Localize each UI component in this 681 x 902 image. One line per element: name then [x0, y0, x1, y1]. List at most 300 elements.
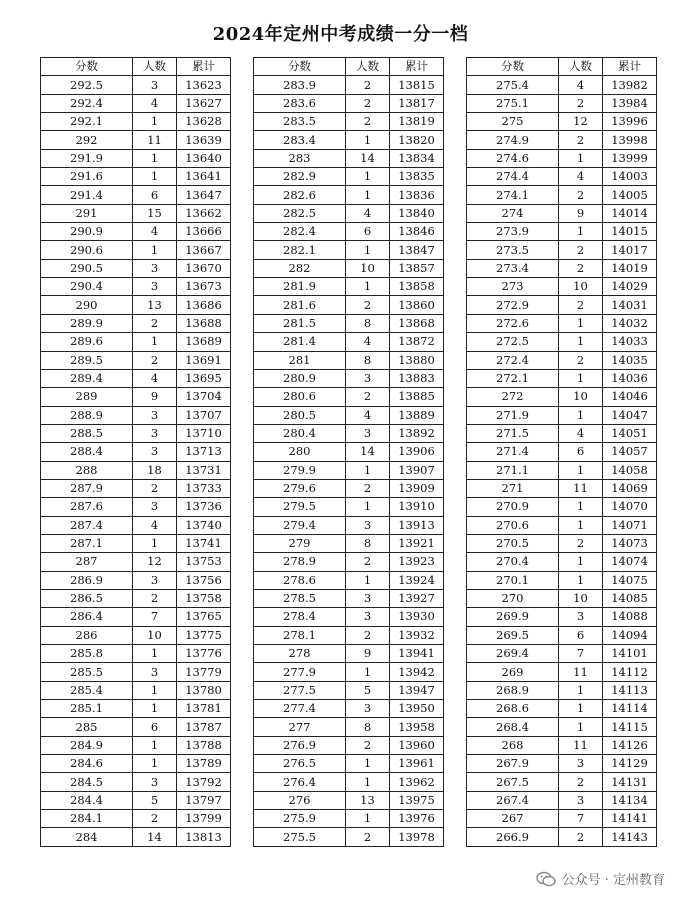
count-cell: 3 — [133, 773, 177, 791]
cumulative-cell: 13623 — [177, 76, 231, 94]
table-row — [41, 278, 231, 296]
table-row — [254, 553, 444, 571]
table-row — [254, 278, 444, 296]
count-cell: 7 — [133, 608, 177, 626]
count-cell: 8 — [346, 351, 390, 369]
score-cell: 289.5 — [41, 351, 133, 369]
table-row — [41, 755, 231, 773]
count-cell: 3 — [559, 608, 603, 626]
table-row — [41, 810, 231, 828]
count-cell: 1 — [346, 663, 390, 681]
table-row — [467, 443, 657, 461]
table-row — [467, 608, 657, 626]
cumulative-cell: 14073 — [603, 534, 657, 552]
score-cell: 273 — [467, 278, 559, 296]
cumulative-cell: 14071 — [603, 516, 657, 534]
cumulative-cell: 14029 — [603, 278, 657, 296]
cumulative-cell: 13740 — [177, 516, 231, 534]
cumulative-cell: 13776 — [177, 645, 231, 663]
cumulative-cell: 13647 — [177, 186, 231, 204]
count-cell: 7 — [559, 645, 603, 663]
cumulative-cell: 13921 — [390, 534, 444, 552]
score-cell: 285.5 — [41, 663, 133, 681]
cumulative-cell: 13707 — [177, 406, 231, 424]
score-cell: 292.5 — [41, 76, 133, 94]
cumulative-cell: 13999 — [603, 149, 657, 167]
score-cell: 270.1 — [467, 571, 559, 589]
cumulative-cell: 13857 — [390, 259, 444, 277]
table-row — [467, 626, 657, 644]
table-row — [467, 534, 657, 552]
table-row — [467, 700, 657, 718]
count-cell: 2 — [346, 296, 390, 314]
cumulative-cell: 13710 — [177, 424, 231, 442]
table-row — [41, 461, 231, 479]
table-row — [41, 204, 231, 222]
score-cell: 288 — [41, 461, 133, 479]
cumulative-cell: 13695 — [177, 369, 231, 387]
score-cell: 274 — [467, 204, 559, 222]
table-row — [467, 755, 657, 773]
count-cell: 7 — [559, 810, 603, 828]
count-cell: 11 — [133, 131, 177, 149]
count-cell: 4 — [559, 168, 603, 186]
count-cell: 1 — [133, 149, 177, 167]
table-row — [41, 773, 231, 791]
count-cell: 1 — [346, 278, 390, 296]
count-cell: 11 — [559, 663, 603, 681]
score-cell: 281 — [254, 351, 346, 369]
table-header-row — [254, 58, 444, 76]
table-row — [254, 810, 444, 828]
score-cell: 270.5 — [467, 534, 559, 552]
table-row — [467, 296, 657, 314]
header-cumulative: 累计 — [603, 58, 657, 76]
cumulative-cell: 13781 — [177, 700, 231, 718]
table-row — [254, 149, 444, 167]
table-row — [41, 223, 231, 241]
table-row — [254, 479, 444, 497]
cumulative-cell: 13813 — [177, 828, 231, 846]
table-row — [41, 608, 231, 626]
count-cell: 3 — [559, 791, 603, 809]
count-cell: 11 — [559, 479, 603, 497]
count-cell: 12 — [133, 553, 177, 571]
table-row — [41, 534, 231, 552]
cumulative-cell: 13835 — [390, 168, 444, 186]
page-title: 2024年定州中考成绩一分一档 — [212, 24, 469, 45]
table-row — [41, 149, 231, 167]
cumulative-cell: 14085 — [603, 589, 657, 607]
count-cell: 1 — [559, 461, 603, 479]
score-cell: 289.9 — [41, 314, 133, 332]
score-cell: 284.1 — [41, 810, 133, 828]
count-cell: 1 — [133, 168, 177, 186]
score-cell: 267.4 — [467, 791, 559, 809]
cumulative-cell: 14115 — [603, 718, 657, 736]
cumulative-cell: 13923 — [390, 553, 444, 571]
cumulative-cell: 13670 — [177, 259, 231, 277]
score-cell: 277 — [254, 718, 346, 736]
score-cell: 269.9 — [467, 608, 559, 626]
cumulative-cell: 14031 — [603, 296, 657, 314]
count-cell: 1 — [346, 571, 390, 589]
score-cell: 275.4 — [467, 76, 559, 94]
count-cell: 2 — [133, 314, 177, 332]
score-cell: 271.4 — [467, 443, 559, 461]
score-cell: 272.6 — [467, 314, 559, 332]
score-cell: 285.1 — [41, 700, 133, 718]
count-cell: 3 — [346, 369, 390, 387]
count-cell: 3 — [133, 278, 177, 296]
table-row — [467, 424, 657, 442]
table-row — [41, 498, 231, 516]
table-row — [41, 168, 231, 186]
count-cell: 3 — [559, 755, 603, 773]
cumulative-cell: 14033 — [603, 333, 657, 351]
count-cell: 2 — [559, 94, 603, 112]
count-cell: 4 — [133, 223, 177, 241]
count-cell: 12 — [559, 113, 603, 131]
table-row — [254, 534, 444, 552]
cumulative-cell: 14070 — [603, 498, 657, 516]
count-cell: 2 — [133, 479, 177, 497]
score-cell: 286.9 — [41, 571, 133, 589]
score-cell: 269.4 — [467, 645, 559, 663]
table-row — [467, 828, 657, 846]
cumulative-cell: 13982 — [603, 76, 657, 94]
table-row — [254, 571, 444, 589]
header-score: 分数 — [254, 58, 346, 76]
score-cell: 275 — [467, 113, 559, 131]
cumulative-cell: 13834 — [390, 149, 444, 167]
count-cell: 14 — [346, 443, 390, 461]
cumulative-cell: 13892 — [390, 424, 444, 442]
score-cell: 271.9 — [467, 406, 559, 424]
table-row — [467, 516, 657, 534]
score-cell: 292.1 — [41, 113, 133, 131]
score-cell: 281.9 — [254, 278, 346, 296]
score-cell: 278.5 — [254, 589, 346, 607]
score-cell: 280.9 — [254, 369, 346, 387]
table-row — [254, 406, 444, 424]
count-cell: 1 — [133, 755, 177, 773]
table-row — [41, 663, 231, 681]
cumulative-cell: 13996 — [603, 113, 657, 131]
score-cell: 285.8 — [41, 645, 133, 663]
count-cell: 1 — [559, 553, 603, 571]
table-row — [254, 113, 444, 131]
score-cell: 286.5 — [41, 589, 133, 607]
cumulative-cell: 13792 — [177, 773, 231, 791]
header-score: 分数 — [41, 58, 133, 76]
cumulative-cell: 14088 — [603, 608, 657, 626]
count-cell: 4 — [133, 94, 177, 112]
table-header-row — [467, 58, 657, 76]
score-cell: 291.4 — [41, 186, 133, 204]
count-cell: 2 — [559, 534, 603, 552]
count-cell: 2 — [559, 296, 603, 314]
table-row — [254, 314, 444, 332]
cumulative-cell: 13799 — [177, 810, 231, 828]
score-cell: 289.6 — [41, 333, 133, 351]
score-cell: 286 — [41, 626, 133, 644]
table-row — [41, 479, 231, 497]
score-cell: 275.9 — [254, 810, 346, 828]
score-cell: 267.5 — [467, 773, 559, 791]
cumulative-cell: 13961 — [390, 755, 444, 773]
cumulative-cell: 14015 — [603, 223, 657, 241]
table-row — [254, 168, 444, 186]
cumulative-cell: 13906 — [390, 443, 444, 461]
score-cell: 277.5 — [254, 681, 346, 699]
score-cell: 284.9 — [41, 736, 133, 754]
table-row — [467, 369, 657, 387]
count-cell: 1 — [346, 755, 390, 773]
count-cell: 1 — [133, 681, 177, 699]
score-cell: 283 — [254, 149, 346, 167]
count-cell: 1 — [559, 149, 603, 167]
cumulative-cell: 14017 — [603, 241, 657, 259]
count-cell: 3 — [133, 663, 177, 681]
cumulative-cell: 13819 — [390, 113, 444, 131]
score-table-3 — [466, 57, 657, 847]
score-cell: 283.4 — [254, 131, 346, 149]
table-row — [41, 645, 231, 663]
count-cell: 2 — [133, 351, 177, 369]
score-cell: 271 — [467, 479, 559, 497]
score-table-1 — [40, 57, 231, 847]
table-row — [254, 589, 444, 607]
cumulative-cell: 13907 — [390, 461, 444, 479]
score-cell: 282 — [254, 259, 346, 277]
score-cell: 284.5 — [41, 773, 133, 791]
table-row — [254, 736, 444, 754]
watermark — [536, 869, 665, 888]
table-row — [41, 94, 231, 112]
count-cell: 4 — [346, 406, 390, 424]
score-cell: 287.9 — [41, 479, 133, 497]
cumulative-cell: 13731 — [177, 461, 231, 479]
cumulative-cell: 13775 — [177, 626, 231, 644]
cumulative-cell: 13817 — [390, 94, 444, 112]
cumulative-cell: 13667 — [177, 241, 231, 259]
cumulative-cell: 13789 — [177, 755, 231, 773]
count-cell: 4 — [346, 204, 390, 222]
count-cell: 15 — [133, 204, 177, 222]
score-cell: 280 — [254, 443, 346, 461]
table-row — [254, 424, 444, 442]
count-cell: 10 — [133, 626, 177, 644]
score-cell: 272.4 — [467, 351, 559, 369]
cumulative-cell: 14058 — [603, 461, 657, 479]
score-cell: 267.9 — [467, 755, 559, 773]
cumulative-cell: 14134 — [603, 791, 657, 809]
score-cell: 266.9 — [467, 828, 559, 846]
count-cell: 1 — [559, 571, 603, 589]
score-cell: 279 — [254, 534, 346, 552]
count-cell: 5 — [133, 791, 177, 809]
count-cell: 2 — [559, 259, 603, 277]
table-row — [254, 388, 444, 406]
table-row — [41, 296, 231, 314]
count-cell: 8 — [346, 314, 390, 332]
cumulative-cell: 13872 — [390, 333, 444, 351]
score-cell: 274.6 — [467, 149, 559, 167]
table-row — [254, 76, 444, 94]
score-cell: 287.4 — [41, 516, 133, 534]
cumulative-cell: 13913 — [390, 516, 444, 534]
cumulative-cell: 13889 — [390, 406, 444, 424]
count-cell: 4 — [559, 424, 603, 442]
score-cell: 273.4 — [467, 259, 559, 277]
table-row — [467, 406, 657, 424]
cumulative-cell: 13797 — [177, 791, 231, 809]
table-row — [467, 113, 657, 131]
cumulative-cell: 13628 — [177, 113, 231, 131]
cumulative-cell: 13741 — [177, 534, 231, 552]
header-cumulative: 累计 — [177, 58, 231, 76]
score-cell: 281.4 — [254, 333, 346, 351]
cumulative-cell: 14047 — [603, 406, 657, 424]
count-cell: 9 — [559, 204, 603, 222]
count-cell: 1 — [559, 516, 603, 534]
cumulative-cell: 14014 — [603, 204, 657, 222]
table-row — [467, 204, 657, 222]
table-row — [41, 553, 231, 571]
table-row — [254, 241, 444, 259]
table-header-row — [41, 58, 231, 76]
count-cell: 2 — [133, 810, 177, 828]
cumulative-cell: 13962 — [390, 773, 444, 791]
count-cell: 9 — [346, 645, 390, 663]
count-cell: 1 — [559, 223, 603, 241]
count-cell: 4 — [346, 333, 390, 351]
score-cell: 276.5 — [254, 755, 346, 773]
score-cell: 271.5 — [467, 424, 559, 442]
score-cell: 274.9 — [467, 131, 559, 149]
cumulative-cell: 13927 — [390, 589, 444, 607]
count-cell: 1 — [346, 131, 390, 149]
score-cell: 279.5 — [254, 498, 346, 516]
count-cell: 2 — [346, 626, 390, 644]
score-cell: 268 — [467, 736, 559, 754]
table-row — [41, 791, 231, 809]
score-cell: 284.4 — [41, 791, 133, 809]
cumulative-cell: 14032 — [603, 314, 657, 332]
score-cell: 291.6 — [41, 168, 133, 186]
count-cell: 3 — [346, 608, 390, 626]
score-cell: 271.1 — [467, 461, 559, 479]
cumulative-cell: 13688 — [177, 314, 231, 332]
count-cell: 1 — [133, 113, 177, 131]
table-row — [41, 700, 231, 718]
count-cell: 1 — [133, 736, 177, 754]
table-row — [254, 204, 444, 222]
cumulative-cell: 14051 — [603, 424, 657, 442]
count-cell: 2 — [133, 589, 177, 607]
cumulative-cell: 13924 — [390, 571, 444, 589]
cumulative-cell: 13713 — [177, 443, 231, 461]
table-row — [41, 186, 231, 204]
header-count: 人数 — [559, 58, 603, 76]
cumulative-cell: 14101 — [603, 645, 657, 663]
cumulative-cell: 14131 — [603, 773, 657, 791]
cumulative-cell: 14069 — [603, 479, 657, 497]
count-cell: 3 — [133, 443, 177, 461]
cumulative-cell: 13984 — [603, 94, 657, 112]
table-row — [254, 608, 444, 626]
count-cell: 1 — [346, 773, 390, 791]
table-row — [41, 369, 231, 387]
cumulative-cell: 13689 — [177, 333, 231, 351]
score-cell: 274.1 — [467, 186, 559, 204]
table-row — [41, 406, 231, 424]
table-row — [254, 498, 444, 516]
table-row — [467, 663, 657, 681]
table-row — [254, 516, 444, 534]
cumulative-cell: 13639 — [177, 131, 231, 149]
table-row — [467, 186, 657, 204]
table-row — [41, 681, 231, 699]
score-cell: 273.9 — [467, 223, 559, 241]
count-cell: 1 — [346, 498, 390, 516]
count-cell: 2 — [559, 773, 603, 791]
score-cell: 290.9 — [41, 223, 133, 241]
cumulative-cell: 14114 — [603, 700, 657, 718]
table-row — [467, 388, 657, 406]
count-cell: 3 — [133, 571, 177, 589]
count-cell: 1 — [133, 645, 177, 663]
cumulative-cell: 14129 — [603, 755, 657, 773]
table-row — [41, 351, 231, 369]
score-cell: 289.4 — [41, 369, 133, 387]
header-cumulative: 累计 — [390, 58, 444, 76]
cumulative-cell: 13662 — [177, 204, 231, 222]
count-cell: 8 — [346, 534, 390, 552]
count-cell: 18 — [133, 461, 177, 479]
cumulative-cell: 14126 — [603, 736, 657, 754]
count-cell: 1 — [346, 810, 390, 828]
cumulative-cell: 13780 — [177, 681, 231, 699]
score-cell: 288.9 — [41, 406, 133, 424]
cumulative-cell: 13673 — [177, 278, 231, 296]
cumulative-cell: 14046 — [603, 388, 657, 406]
cumulative-cell: 13758 — [177, 589, 231, 607]
score-cell: 281.5 — [254, 314, 346, 332]
cumulative-cell: 13885 — [390, 388, 444, 406]
score-cell: 281.6 — [254, 296, 346, 314]
score-cell: 275.5 — [254, 828, 346, 846]
table-row — [41, 333, 231, 351]
header-count: 人数 — [346, 58, 390, 76]
cumulative-cell: 13858 — [390, 278, 444, 296]
table-row — [41, 571, 231, 589]
table-row — [41, 589, 231, 607]
count-cell: 10 — [559, 278, 603, 296]
score-cell: 268.4 — [467, 718, 559, 736]
count-cell: 13 — [133, 296, 177, 314]
score-cell: 277.9 — [254, 663, 346, 681]
cumulative-cell: 13998 — [603, 131, 657, 149]
table-row — [254, 700, 444, 718]
score-cell: 269 — [467, 663, 559, 681]
count-cell: 1 — [559, 498, 603, 516]
table-row — [41, 516, 231, 534]
table-row — [467, 149, 657, 167]
header-count: 人数 — [133, 58, 177, 76]
count-cell: 2 — [559, 241, 603, 259]
